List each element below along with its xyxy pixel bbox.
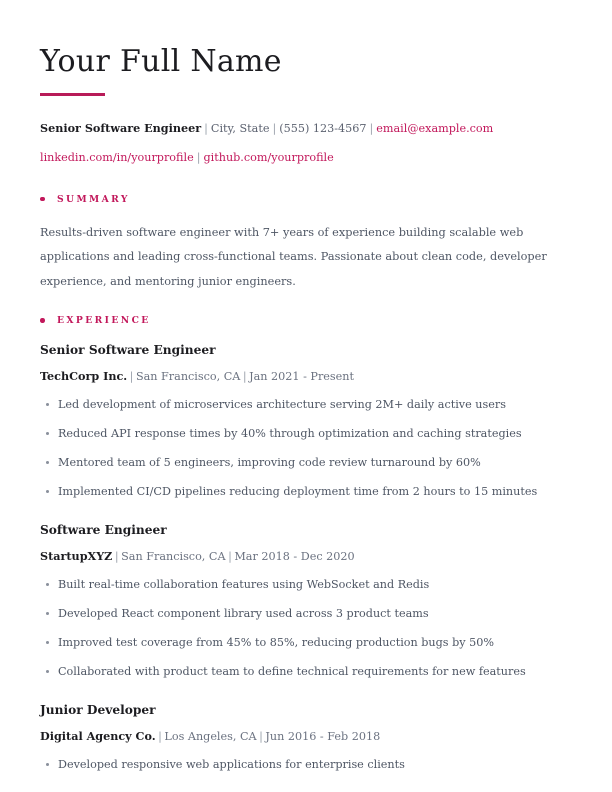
job-bullet-list <box>40 390 555 506</box>
job-dates: Mar 2018 - Dec 2020 <box>234 549 355 563</box>
job-title: Senior Software Engineer <box>40 343 216 357</box>
contact-phone: (555) 123-4567 <box>279 121 367 135</box>
job-meta <box>40 550 555 563</box>
job-meta <box>40 730 555 743</box>
job-bullet-list <box>40 570 555 686</box>
meta-separator: | <box>114 549 119 563</box>
list-item: Implemented CI/CD pipelines reducing deployment time from 2 hours to 15 minutes <box>40 477 555 506</box>
bullet-dot-icon <box>40 318 45 323</box>
contact-github-link[interactable]: github.com/yourprofile <box>203 150 334 164</box>
section-heading-label: EXPERIENCE <box>57 315 151 326</box>
job-location: Los Angeles, CA <box>164 729 257 743</box>
list-item: Improved test coverage from 45% to 85%, reducing production bugs by 50% <box>40 628 555 657</box>
job-meta <box>40 370 555 383</box>
list-item: Collaborated with product team to define technical requirements for new features <box>40 657 555 686</box>
contact-line-primary <box>40 113 555 144</box>
experience-entry <box>40 343 555 506</box>
job-company: StartupXYZ <box>40 548 113 563</box>
bullet-dot-icon <box>40 197 45 202</box>
accent-rule <box>40 93 105 96</box>
list-item: Built real-time collaboration features using WebSocket and Redis <box>40 570 555 599</box>
job-location: San Francisco, CA <box>135 369 241 383</box>
contact-role: Senior Software Engineer <box>40 120 202 135</box>
job-company: Digital Agency Co. <box>40 728 156 743</box>
summary-paragraph: Results-driven software engineer with 7+ years of experience building scalable web applications and leading cross-functional teams. Passionate about clean code, developer experience, and mentoring junior engineers. <box>40 225 547 288</box>
list-item: Mentored team of 5 engineers, improving code review turnaround by 60% <box>40 448 555 477</box>
meta-separator: | <box>228 549 232 563</box>
section-summary <box>40 194 555 295</box>
experience-entry <box>40 523 555 686</box>
contact-location: City, State <box>210 121 270 135</box>
contact-block <box>40 113 555 173</box>
contact-separator: | <box>369 121 374 135</box>
meta-separator: | <box>129 369 134 383</box>
section-experience <box>40 315 555 779</box>
section-heading-label: SUMMARY <box>57 193 130 205</box>
list-item: Reduced API response times by 40% through optimization and caching strategies <box>40 419 555 448</box>
contact-linkedin-link[interactable]: linkedin.com/in/yourprofile <box>40 150 194 164</box>
job-title: Software Engineer <box>40 523 167 538</box>
list-item: Developed responsive web applications for enterprise clients <box>40 750 555 779</box>
job-location: San Francisco, CA <box>121 549 226 563</box>
job-dates: Jan 2021 - Present <box>249 369 354 383</box>
job-dates: Jun 2016 - Feb 2018 <box>265 729 381 743</box>
page-title: Your Full Name <box>40 44 282 79</box>
list-item: Developed React component library used across 3 product teams <box>40 599 555 628</box>
meta-separator: | <box>158 729 162 743</box>
experience-entry <box>40 703 555 779</box>
job-company: TechCorp Inc. <box>40 368 128 383</box>
contact-separator: | <box>204 121 208 135</box>
job-bullet-list <box>40 750 555 779</box>
job-title: Junior Developer <box>40 703 156 718</box>
contact-email-link[interactable]: email@example.com <box>376 121 494 135</box>
meta-separator: | <box>242 369 247 383</box>
contact-separator: | <box>272 121 277 135</box>
section-heading-experience <box>40 315 555 326</box>
contact-separator: | <box>196 150 201 164</box>
contact-line-secondary <box>40 143 555 173</box>
list-item: Led development of microservices architecture serving 2M+ daily active users <box>40 390 555 419</box>
section-heading-summary <box>40 194 555 205</box>
meta-separator: | <box>259 729 263 743</box>
